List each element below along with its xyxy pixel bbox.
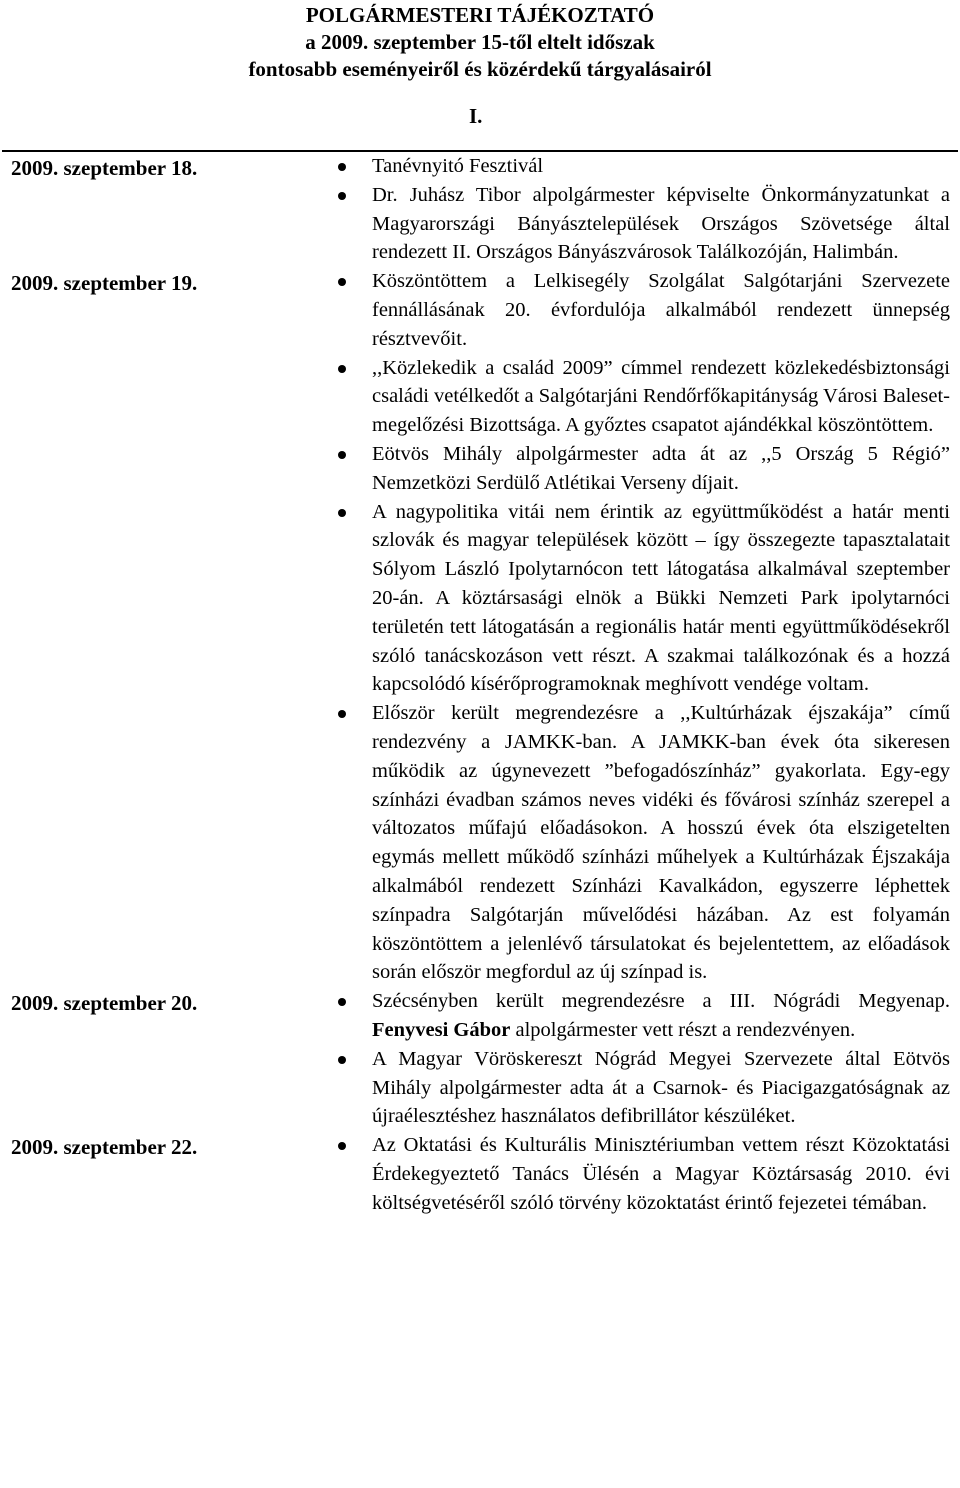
event-item-text: Tanévnyitó Fesztivál [372, 155, 544, 177]
event-item-text: Eötvös Mihály alpolgármester adta át az ,,5 Ország 5 Régió” Nemzetközi Serdülő Atlétikai Verseny díjait. [372, 442, 950, 494]
event-item [372, 699, 950, 987]
event-item [372, 987, 950, 1045]
event-item [372, 1045, 950, 1131]
section-number: I. [469, 104, 483, 128]
document-title: POLGÁRMESTERI TÁJÉKOZTATÓ [305, 3, 655, 27]
event-date: 2009. szeptember 19. [11, 271, 198, 296]
event-item-text: Köszöntöttem a Lelkisegély Szolgálat Salgótarjáni Szervezete fennállásának 20. évfordulója alkalmából rendezett ünnepség résztvevőit. [372, 270, 950, 350]
event-item [372, 267, 950, 353]
event-item [372, 354, 950, 440]
event-item-list [372, 987, 950, 1131]
event-item-text: Az Oktatási és Kulturális Minisztériumban vettem részt Közoktatási Érdekegyeztető Tanács Ülésén a Magyar Köztársaság 2010. évi költségvetéséről szóló törvény közoktatást érintő fejezetei témában. [372, 1134, 950, 1214]
event-item-text: Dr. Juhász Tibor alpolgármester képviselte Önkormányzatunkat a Magyarországi Bányásztelepülések Országos Szövetsége által rendezett II. Országos Bányászvárosok Találkozóján, Halimbán. [372, 183, 950, 264]
event-item [372, 498, 950, 700]
bullet-icon [338, 1142, 346, 1150]
bullet-icon [338, 710, 346, 718]
event-row [0, 267, 960, 987]
event-item [372, 181, 950, 267]
event-item-text: A nagypolitika vitái nem érintik az együttműködést a határ menti szlovák és magyar települések között – így összegezte tapasztalatait Sólyom László Ipolytarnócon tett látogatása alkalmával szeptember 20-án. A köztársasági elnök a Bükki Nemzeti Park ipolytarnóci területén tett látogatásán a regionális határ menti együttműködésekről szóló tanácskozáson vett részt. A szakmai találkozónak és a hozzá kapcsolódó kísérőprogramoknak meghívott vendége voltam. [372, 500, 950, 696]
bullet-icon [338, 451, 346, 459]
event-date: 2009. szeptember 18. [11, 156, 198, 180]
bullet-icon [338, 1056, 346, 1064]
event-item-person: Fenyvesi Gábor [372, 1018, 511, 1041]
event-item-text: alpolgármester vett részt a rendezvényen. [510, 1018, 856, 1041]
event-item-list [372, 267, 950, 987]
document-header [0, 2, 960, 83]
event-item-list [372, 152, 950, 267]
event-item-text: ,,Közlekedik a család 2009” címmel rendezett közlekedésbiztonsági családi vetélkedőt a Salgótarjáni Rendőrfőkapitányság Városi Baleset-megelőzési Bizottsága. A győztes csapatot ajándékkal köszöntöttem. [372, 356, 950, 437]
event-row [0, 987, 960, 1131]
event-item [372, 152, 950, 181]
bullet-icon [338, 998, 346, 1006]
event-date: 2009. szeptember 20. [11, 991, 198, 1016]
event-item-text: Először került megrendezésre a ,,Kultúrházak éjszakája” című rendezvény a JAMKK-ban. A JAMKK-ban évek óta sikeresen működik az úgynevezett ”befogadószínház” gyakorlata. Egy-egy színházi évadban számos neves vidéki és fővárosi színház szerepel a változatos műfajú előadásokon. A hosszú évek óta elszigetelten egymás mellett működő színházi műhelyek a Kultúrházak Éjszakája alkalmából rendezett Színházi Kavalkádon, egyszerre léphettek színpadra Salgótarján művelődési házában. Az est folyamán köszöntöttem a jelenlévő társulatokat és bejelentettem, az előadások során először megfordul az új színpad is. [372, 702, 950, 984]
event-row [0, 152, 960, 267]
bullet-icon [338, 192, 346, 200]
event-item-list [372, 1131, 950, 1217]
event-item-text: Szécsényben került megrendezésre a III. Nógrádi Megyenap. [372, 990, 950, 1013]
document-subtitle-period: a 2009. szeptember 15-től eltelt időszak [305, 30, 655, 54]
bullet-icon [338, 278, 346, 286]
event-item [372, 440, 950, 498]
document-subtitle-topic: fontosabb eseményeiről és közérdekű tárgyalásairól [248, 57, 712, 81]
event-date: 2009. szeptember 22. [11, 1135, 198, 1160]
bullet-icon [338, 365, 346, 373]
bullet-icon [338, 509, 346, 517]
event-row [0, 1131, 960, 1217]
bullet-icon [338, 163, 346, 171]
event-item [372, 1131, 950, 1217]
event-item-text: A Magyar Vöröskereszt Nógrád Megyei Szervezete által Eötvös Mihály alpolgármester adta át a Csarnok- és Piacigazgatóságnak az újraélesztéshez használatos defibrillátor készüléket. [372, 1047, 950, 1128]
events-table [0, 152, 960, 1217]
